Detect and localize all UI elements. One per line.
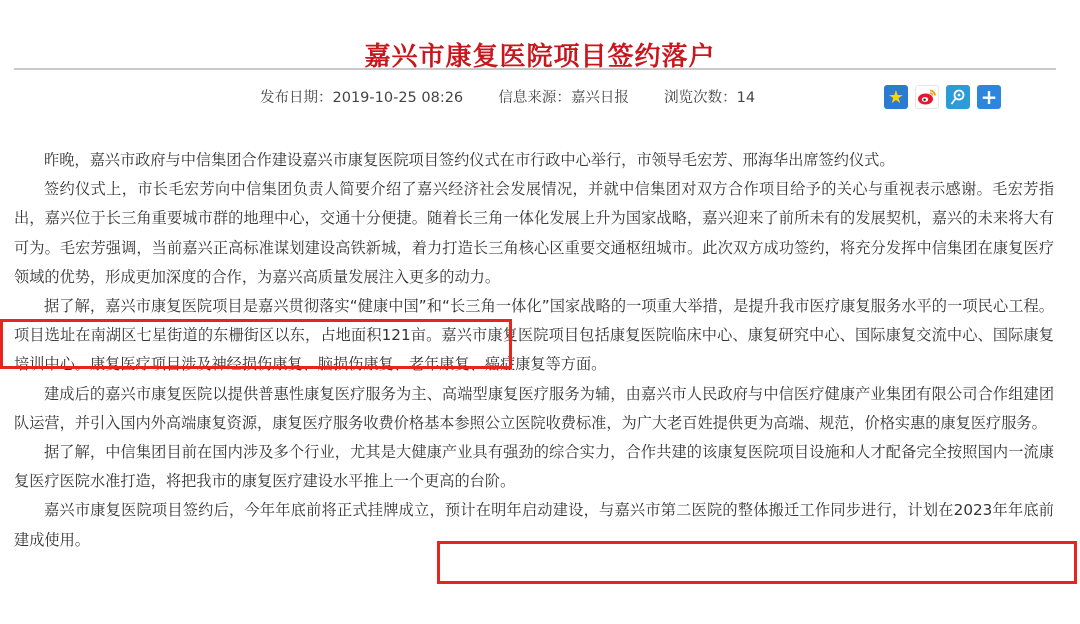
article-body xyxy=(14,146,1054,555)
title-divider xyxy=(14,68,1056,70)
share-toolbar xyxy=(884,85,1001,111)
article-paragraph: 签约仪式上，市长毛宏芳向中信集团负责人简要介绍了嘉兴经济社会发展情况，并就中信集团对双方合作项目给予的关心与重视表示感谢。毛宏芳指出，嘉兴位于长三角重要城市群的地理中心，交通十分便捷。随着长三角一体化发展上升为国家战略，嘉兴迎来了前所未有的发展契机，嘉兴的未来将大有可为。毛宏芳强调，当前嘉兴正高标准谋划建设高铁新城，着力打造长三角核心区重要交通枢纽城市。此次双方成功签约，将充分发挥中信集团在康复医疗领域的优势，形成更加深度的合作，为嘉兴高质量发展注入更多的动力。 xyxy=(14,180,1054,286)
publish-date: 发布日期：2019-10-25 08:26 xyxy=(260,90,464,106)
article-paragraph: 嘉兴市康复医院项目签约后，今年年底前将正式挂牌成立，预计在明年启动建设，与嘉兴市第二医院的整体搬迁工作同步进行，计划在2023年年底前建成使用。 xyxy=(14,501,1054,549)
weibo-icon[interactable] xyxy=(915,85,939,109)
tencent-weibo-glyph xyxy=(948,88,968,106)
article-source: 信息来源：嘉兴日报 xyxy=(498,90,629,106)
article-paragraph: 昨晚，嘉兴市政府与中信集团合作建设嘉兴市康复医院项目签约仪式在市行政中心举行，市领导毛宏芳、邢海华出席签约仪式。 xyxy=(44,151,895,169)
weibo-glyph xyxy=(917,88,937,106)
view-count: 浏览次数：14 xyxy=(664,90,756,106)
article-paragraph: 据了解，嘉兴市康复医院项目是嘉兴贯彻落实“健康中国”和“长三角一体化”国家战略的一项重大举措，是提升我市医疗康复服务水平的一项民心工程。项目选址在南湖区七星街道的东栅街区以东，占地面积121亩。嘉兴市康复医院项目包括康复医院临床中心、康复研究中心、国际康复交流中心、国际康复培训中心。康复医疗项目涉及神经损伤康复、脑损伤康复、老年康复、癌症康复等方面。 xyxy=(14,297,1054,374)
article-meta xyxy=(260,86,755,110)
article-paragraph: 建成后的嘉兴市康复医院以提供普惠性康复医疗服务为主、高端型康复医疗服务为辅，由嘉兴市人民政府与中信医疗健康产业集团有限公司合作组建团队运营，并引入国内外高端康复资源，康复医疗服务收费价格基本参照公立医院收费标准，为广大老百姓提供更为高端、规范，价格实惠的康复医疗服务。 xyxy=(14,384,1054,432)
article-paragraph: 据了解，中信集团目前在国内涉及多个行业，尤其是大健康产业具有强劲的综合实力，合作共建的该康复医院项目设施和人才配备完全按照国内一流康复医疗医院水准打造，将把我市的康复医疗建设水平推上一个更高的台阶。 xyxy=(14,443,1054,491)
add-more-icon[interactable]: + xyxy=(977,85,1001,109)
qzone-star-icon[interactable]: ★ xyxy=(884,85,908,109)
tencent-weibo-icon[interactable] xyxy=(946,85,970,109)
article-title: 嘉兴市康复医院项目签约落户 xyxy=(364,42,716,73)
